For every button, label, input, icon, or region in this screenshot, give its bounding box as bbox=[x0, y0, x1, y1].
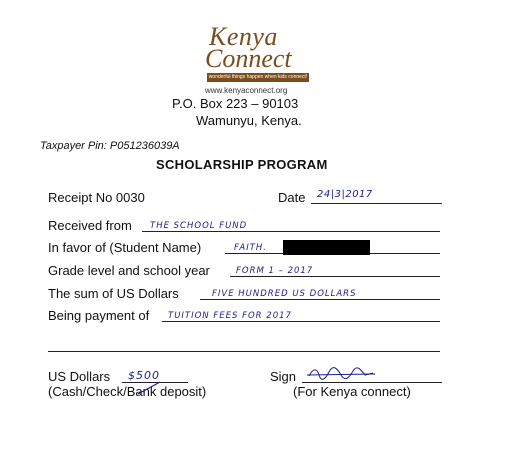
grade-level-line bbox=[230, 276, 440, 277]
us-dollars-value: $500 bbox=[128, 369, 160, 382]
sum-label: The sum of US Dollars bbox=[48, 286, 179, 301]
received-from-label: Received from bbox=[48, 218, 132, 233]
signature-scribble bbox=[307, 366, 377, 382]
strike-mark bbox=[134, 380, 164, 396]
received-from-value: THE SCHOOL FUND bbox=[150, 221, 248, 231]
kenya-connect-logo bbox=[205, 22, 315, 84]
sum-line bbox=[200, 299, 440, 300]
student-name-value: FAITH. bbox=[234, 243, 267, 253]
logo-text-connect: Connect bbox=[205, 44, 292, 73]
address-line-1: P.O. Box 223 – 90103 bbox=[172, 96, 299, 111]
payment-label: Being payment of bbox=[48, 308, 150, 323]
taxpayer-pin: Taxpayer Pin: P051236039A bbox=[40, 140, 180, 152]
sign-note: (For Kenya connect) bbox=[293, 384, 411, 399]
date-label: Date bbox=[278, 190, 306, 205]
receipt-number: Receipt No 0030 bbox=[48, 190, 145, 205]
sign-label: Sign bbox=[270, 369, 297, 384]
blank-line bbox=[48, 351, 440, 352]
received-from-line bbox=[142, 231, 440, 232]
date-line bbox=[311, 203, 442, 204]
address-line-2: Wamunyu, Kenya. bbox=[196, 113, 302, 128]
us-dollars-label: US Dollars bbox=[48, 369, 111, 384]
document-title: SCHOLARSHIP PROGRAM bbox=[156, 157, 328, 172]
logo-tagline: wonderful things happen when kids connect! bbox=[208, 74, 308, 80]
date-value: 24|3|2017 bbox=[317, 189, 373, 200]
payment-line bbox=[162, 321, 440, 322]
student-name-label: In favor of (Student Name) bbox=[48, 240, 202, 255]
sum-value: FIVE HUNDRED US DOLLARS bbox=[212, 289, 357, 299]
redaction-bar bbox=[283, 240, 370, 255]
logo-text-kenya: Kenya bbox=[209, 22, 278, 51]
payment-methods: (Cash/Check/Bank deposit) bbox=[48, 384, 207, 399]
grade-level-label: Grade level and school year bbox=[48, 263, 210, 278]
grade-level-value: FORM 1 – 2017 bbox=[236, 266, 314, 276]
payment-value: TUITION FEES FOR 2017 bbox=[168, 311, 292, 321]
sign-line bbox=[302, 382, 442, 383]
website-text: www.kenyaconnect.org bbox=[205, 86, 288, 95]
